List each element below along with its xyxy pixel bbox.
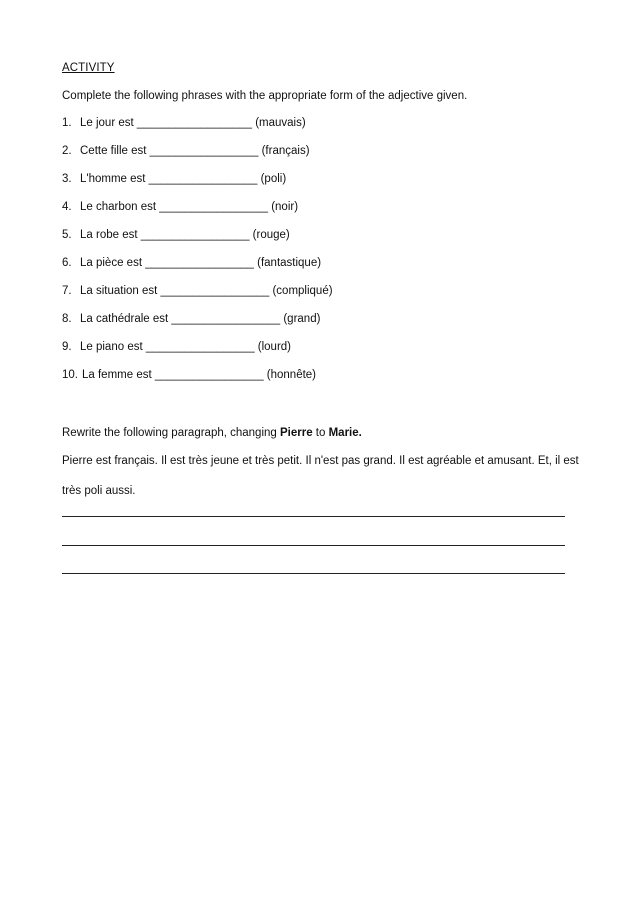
item-text: Le jour est __________________ (mauvais) <box>80 117 306 129</box>
answer-line[interactable] <box>62 545 565 546</box>
item-text: Cette fille est _________________ (français) <box>80 145 310 157</box>
exercise-item <box>62 369 333 397</box>
item-number: 2. <box>62 145 72 157</box>
exercise-item <box>62 117 333 145</box>
exercise-item <box>62 229 333 257</box>
exercise-item <box>62 201 333 229</box>
rewrite-prefix: Rewrite the following paragraph, changing <box>62 427 280 439</box>
item-number: 9. <box>62 341 72 353</box>
item-number: 6. <box>62 257 72 269</box>
answer-line[interactable] <box>62 573 565 574</box>
source-paragraph: Pierre est français. Il est très jeune et très petit. Il n'est pas grand. Il est agréable et amusant. Et, il est très poli aussi. <box>62 455 579 497</box>
answer-line[interactable] <box>62 516 565 517</box>
item-text: L'homme est _________________ (poli) <box>80 173 287 185</box>
item-number: 10. <box>62 369 78 381</box>
rewrite-instruction <box>62 427 362 439</box>
item-number: 4. <box>62 201 72 213</box>
item-text: Le piano est _________________ (lourd) <box>80 341 292 353</box>
item-text: La cathédrale est _________________ (grand) <box>80 313 321 325</box>
item-number: 5. <box>62 229 72 241</box>
rewrite-from-name: Pierre <box>280 427 313 439</box>
item-number: 8. <box>62 313 72 325</box>
exercise-item <box>62 341 333 369</box>
exercise-item <box>62 145 333 173</box>
activity-instruction: Complete the following phrases with the appropriate form of the adjective given. <box>62 90 468 102</box>
exercise-item <box>62 257 333 285</box>
item-text: Le charbon est _________________ (noir) <box>80 201 299 213</box>
item-text: La situation est _________________ (compliqué) <box>80 285 333 297</box>
exercise-item <box>62 285 333 313</box>
item-number: 7. <box>62 285 72 297</box>
rewrite-to-name: Marie. <box>328 427 362 439</box>
item-text: La femme est _________________ (honnête) <box>82 369 317 381</box>
item-text: La pièce est _________________ (fantastique) <box>80 257 322 269</box>
exercise-item <box>62 313 333 341</box>
exercise-item <box>62 173 333 201</box>
exercise-list <box>62 117 333 397</box>
item-number: 1. <box>62 117 72 129</box>
activity-heading: ACTIVITY <box>62 62 115 74</box>
item-text: La robe est _________________ (rouge) <box>80 229 290 241</box>
rewrite-middle: to <box>312 427 329 439</box>
item-number: 3. <box>62 173 72 185</box>
